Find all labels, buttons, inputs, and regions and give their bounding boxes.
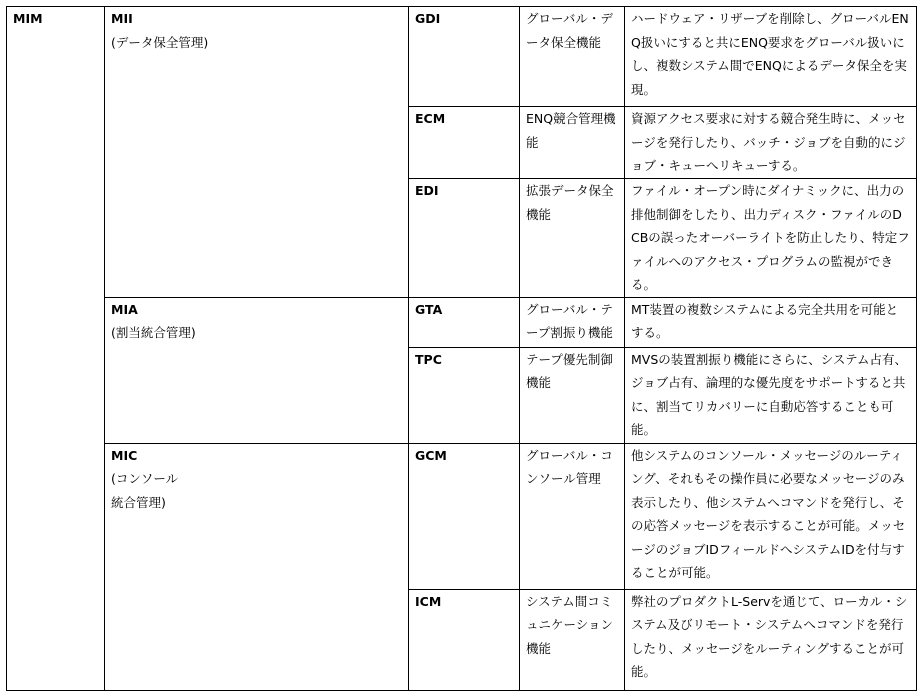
function-name: ENQ競合管理機能 [526, 111, 616, 150]
function-name: システム間コミュニケーション機能 [526, 593, 614, 656]
function-code: ICM [415, 593, 442, 609]
function-name-cell [520, 589, 625, 690]
function-table [6, 6, 917, 691]
root-code: MIM [13, 11, 43, 26]
function-name: グローバル・テープ割振り機能 [526, 301, 613, 340]
group-code: MIC [111, 447, 138, 463]
function-code-cell [409, 443, 520, 589]
function-name-cell [520, 107, 625, 179]
function-name: グローバル・コンソール管理 [526, 447, 613, 486]
function-code-cell [409, 347, 520, 443]
function-code: GTA [415, 301, 443, 317]
group-cell-mia [105, 297, 409, 443]
group-cell-mic [105, 443, 409, 690]
function-description-cell [625, 107, 917, 179]
function-name-cell [520, 179, 625, 298]
group-subtitle: (コンソール 統合管理) [111, 471, 179, 510]
function-description-cell [625, 179, 917, 298]
function-description: ファイル・オープン時にダイナミックに、出力の排他制御をしたり、出力ディスク・ファイルのDCBの誤ったオーバーライトを防止したり、特定ファイルへのアクセス・プログラムの監視ができる。 [631, 183, 910, 292]
function-name-cell [520, 7, 625, 107]
group-cell-mii [105, 7, 409, 298]
function-description-cell [625, 7, 917, 107]
group-code: MIA [111, 301, 138, 317]
function-description-cell [625, 297, 917, 347]
function-description: MVSの装置割振り機能にさらに、システム占有、ジョブ占有、論理的な優先度をサポートすると共に、割当てリカバリーに自動応答することも可能。 [631, 351, 908, 437]
group-code: MII [111, 11, 133, 26]
function-description: MT装置の複数システムによる完全共用を可能とする。 [631, 301, 899, 340]
function-code: GCM [415, 447, 447, 463]
function-name: テープ優先制御機能 [526, 351, 613, 390]
group-subtitle: (割当統合管理) [111, 325, 196, 340]
function-name: グローバル・データ保全機能 [526, 11, 613, 50]
function-description-cell [625, 589, 917, 690]
function-code-cell [409, 297, 520, 347]
function-code: EDI [415, 183, 439, 198]
function-code: TPC [415, 351, 442, 367]
function-code-cell [409, 107, 520, 179]
table-row [7, 297, 917, 347]
function-name-cell [520, 347, 625, 443]
function-name-cell [520, 297, 625, 347]
table-row [7, 7, 917, 107]
function-description: 他システムのコンソール・メッセージのルーティング、それもその操作員に必要なメッセージのみ表示したり、他システムへコマンドを発行し、その応答メッセージを表示することが可能。メッセージのジョブIDフィールドへシステムIDを付与することが可能。 [631, 447, 906, 580]
function-code: ECM [415, 111, 446, 126]
function-code-cell [409, 7, 520, 107]
function-name: 拡張データ保全機能 [526, 183, 614, 222]
function-description-cell [625, 443, 917, 589]
function-description-cell [625, 347, 917, 443]
group-subtitle: (データ保全管理) [111, 34, 209, 50]
function-code-cell [409, 179, 520, 298]
function-description: 資源アクセス要求に対する競合発生時に、メッセージを発行したり、バッチ・ジョブを自動的にジョブ・キューへリキューする。 [631, 111, 906, 173]
function-name-cell [520, 443, 625, 589]
function-description: ハードウェア・リザーブを削除し、グローバルENQ扱いにすると共にENQ要求をグローバル扱いにし、複数システム間でENQによるデータ保全を実現。 [631, 11, 909, 97]
function-description: 弊社のプロダクトL-Servを通じて、ローカル・システム及びリモート・システムへコマンドを発行したり、メッセージをルーティングすることが可能。 [631, 593, 908, 679]
table-row [7, 443, 917, 589]
function-code: GDI [415, 11, 441, 26]
root-cell [7, 7, 105, 691]
function-code-cell [409, 589, 520, 690]
